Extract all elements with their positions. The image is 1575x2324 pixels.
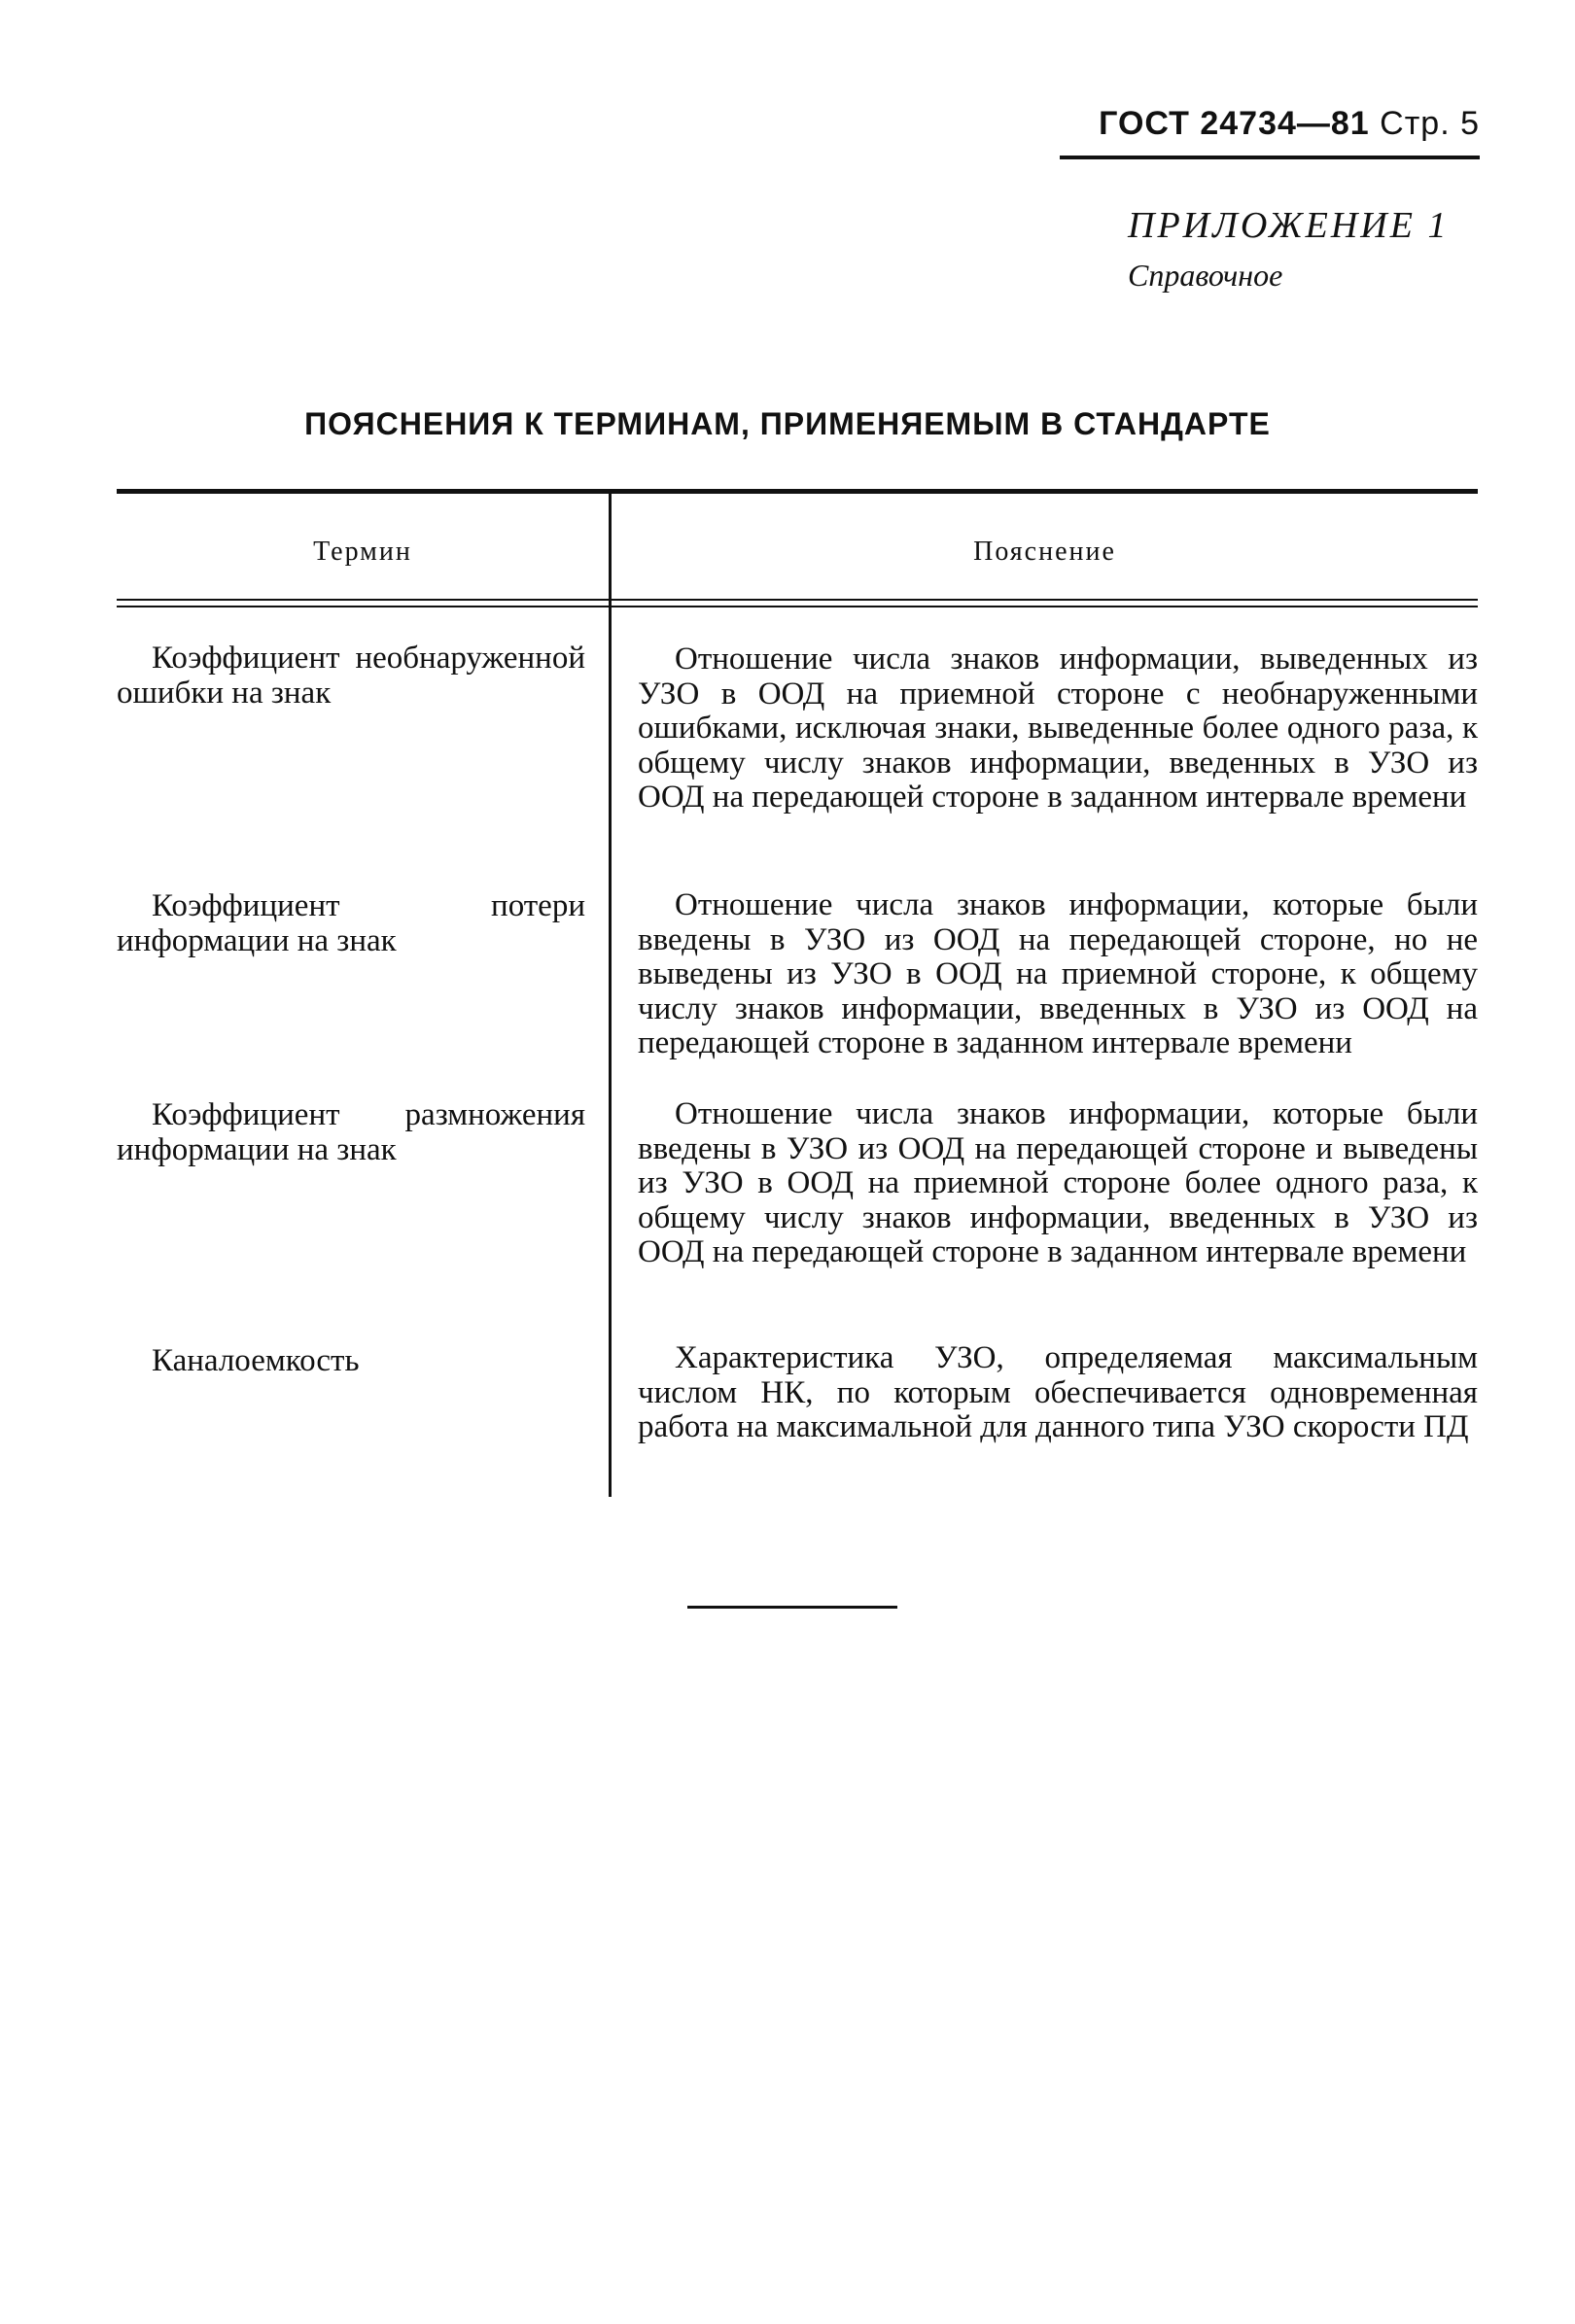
header-bottom-rule-2 [117,606,1478,607]
table-row-term: Коэффициент потери информации на знак [117,888,585,958]
column-divider [609,494,612,1497]
end-rule [687,1606,897,1609]
table-row-explanation: Отношение числа знаков информации, выведенных из УЗО в ООД на приемной стороне с необнаруженными ошибками, исключая знаки, выведенные более одного раза, к общему числу знаков информации, введенных в УЗО из ООД на передающей стороне в заданном интервале времени [638,642,1478,815]
column-header-term: Термин [313,537,412,567]
table-row-term: Коэффициент размножения информации на знак [117,1097,585,1167]
table-top-rule [117,489,1478,494]
table-row-explanation: Отношение числа знаков информации, которые были введены в УЗО из ООД на передающей стороне и выведены из УЗО в ООД на приемной стороне более одного раза, к общему числу знаков информации, введенных в УЗО из ООД на передающей стороне в заданном интервале времени [638,1096,1478,1269]
table-row-explanation: Характеристика УЗО, определяемая максимальным числом НК, по которым обеспечивается одновременная работа на максимальной для данного типа УЗО скорости ПД [638,1340,1478,1444]
table-row-explanation: Отношение числа знаков информации, которые были введены в УЗО из ООД на передающей стороне, но не выведены из УЗО в ООД на приемной стороне, к общему числу знаков информации, введенных в УЗО из ООД на передающей стороне в заданном интервале времени [638,887,1478,1060]
page-title: ПОЯСНЕНИЯ К ТЕРМИНАМ, ПРИМЕНЯЕМЫМ В СТАНДАРТЕ [304,406,1271,441]
standard-code: ГОСТ 24734—81 [1099,105,1370,142]
page-number: Стр. 5 [1380,105,1480,142]
page-header [1099,105,1480,143]
header-rule [1060,156,1480,159]
table-row-term: Коэффициент необнаруженной ошибки на знак [117,641,585,711]
appendix-type: Справочное [1128,258,1283,293]
column-header-explanation: Пояснение [973,537,1116,567]
appendix-title: ПРИЛОЖЕНИЕ 1 [1128,205,1450,246]
header-bottom-rule [117,599,1478,601]
table-row-term: Каналоемкость [152,1343,360,1378]
